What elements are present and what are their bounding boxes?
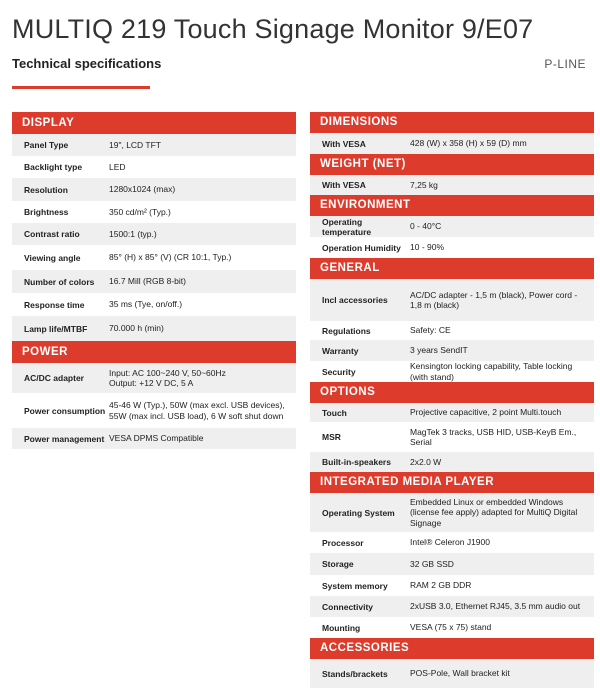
- product-line-label: P-LINE: [544, 57, 586, 71]
- spec-row: [310, 361, 594, 382]
- spec-label: Security: [322, 366, 356, 377]
- spec-value: 32 GB SSD: [410, 558, 454, 569]
- spec-row: [12, 178, 296, 201]
- spec-value: 70.000 h (min): [109, 323, 164, 334]
- spec-label: With VESA: [322, 138, 366, 149]
- spec-row: [310, 216, 594, 237]
- spec-label: Connectivity: [322, 601, 374, 612]
- spec-label: MSR: [322, 432, 341, 442]
- section-header-dimensions: DIMENSIONS: [310, 112, 594, 133]
- spec-label: Storage: [322, 559, 354, 569]
- spec-value: 350 cd/m² (Typ.): [109, 206, 171, 217]
- spec-value: Embedded Linux or embedded Windows (license fee apply) adapted for MultiQ Digital Signage: [410, 497, 578, 528]
- section-header-environment: ENVIRONMENT: [310, 195, 594, 216]
- spec-label: AC/DC adapter: [24, 373, 84, 383]
- spec-label: Viewing angle: [24, 252, 81, 263]
- spec-value: Projective capacitive, 2 point Multi.touch: [410, 407, 562, 418]
- spec-row: [310, 553, 594, 575]
- spec-label: Lamp life/MTBF: [24, 323, 88, 334]
- spec-row: [12, 156, 296, 178]
- spec-value: VESA (75 x 75) stand: [410, 622, 492, 633]
- spec-row: [12, 270, 296, 293]
- section-header-weight-net: WEIGHT (NET): [310, 154, 594, 175]
- spec-row: [310, 403, 594, 422]
- spec-value: Kensington locking capability, Table locking (with stand): [410, 361, 573, 382]
- spec-label: Number of colors: [24, 276, 95, 287]
- spec-value: VESA DPMS Compatible: [109, 433, 204, 444]
- page-title: MULTIQ 219 Touch Signage Monitor 9/E07: [12, 14, 534, 44]
- spec-row: [310, 493, 594, 532]
- header-accent-line: [12, 86, 150, 89]
- spec-label: System memory: [322, 580, 388, 591]
- spec-row: [12, 245, 296, 270]
- section-header-options: OPTIONS: [310, 382, 594, 403]
- spec-row: [310, 279, 594, 321]
- spec-row: [12, 134, 296, 156]
- section-header-power: POWER: [12, 341, 296, 363]
- spec-value: LED: [109, 161, 126, 172]
- spec-value: RAM 2 GB DDR: [410, 580, 472, 591]
- spec-row: [12, 223, 296, 245]
- spec-row: [12, 316, 296, 341]
- spec-value: 10 - 90%: [410, 242, 445, 253]
- spec-value: 0 - 40°C: [410, 221, 442, 232]
- spec-label: Operation Humidity: [322, 242, 401, 253]
- section-header-accessories: ACCESSORIES: [310, 638, 594, 659]
- spec-value: 3 years SendIT: [410, 345, 468, 356]
- spec-label: Contrast ratio: [24, 229, 80, 239]
- spec-row: [310, 340, 594, 361]
- spec-value: Intel® Celeron J1900: [410, 537, 490, 548]
- spec-label: Built-in-speakers: [322, 457, 391, 467]
- left-column: [12, 112, 296, 449]
- spec-label: Stands/brackets: [322, 668, 388, 679]
- spec-value: 16.7 Mill (RGB 8-bit): [109, 276, 186, 287]
- spec-label: Resolution: [24, 184, 68, 195]
- page-subtitle: Technical specifications: [12, 56, 162, 71]
- spec-label: Response time: [24, 299, 85, 310]
- spec-row: [310, 422, 594, 452]
- spec-value: MagTek 3 tracks, USB HID, USB-KeyB Em., Serial: [410, 426, 577, 447]
- spec-row: [12, 293, 296, 316]
- spec-label: Mounting: [322, 622, 361, 633]
- spec-row: [310, 452, 594, 472]
- spec-value: 428 (W) x 358 (H) x 59 (D) mm: [410, 138, 527, 149]
- spec-value: Input: AC 100~240 V, 50~60Hz Output: +12 V DC, 5 A: [109, 367, 226, 388]
- spec-row: [12, 393, 296, 428]
- spec-label: Power management: [24, 433, 105, 444]
- spec-value: 2x2.0 W: [410, 456, 442, 467]
- spec-row: [12, 201, 296, 223]
- section-header-display: DISPLAY: [12, 112, 296, 134]
- spec-label: Power consumption: [24, 405, 106, 416]
- spec-label: Warranty: [322, 345, 359, 356]
- spec-value: POS-Pole, Wall bracket kit: [410, 668, 510, 679]
- spec-value: 85° (H) x 85° (V) (CR 10:1, Typ.): [109, 252, 232, 263]
- spec-row: [310, 659, 594, 688]
- spec-label: Panel Type: [24, 140, 69, 150]
- spec-label: Processor: [322, 537, 364, 548]
- spec-row: [310, 532, 594, 553]
- spec-value: 1280x1024 (max): [109, 184, 176, 195]
- spec-row: [310, 133, 594, 154]
- spec-value: 1500:1 (typ.): [109, 228, 157, 239]
- spec-label: Touch: [322, 407, 347, 418]
- right-column: [310, 112, 594, 688]
- spec-row: [310, 321, 594, 340]
- spec-label: Backlight type: [24, 162, 83, 172]
- section-header-integrated-media-player: INTEGRATED MEDIA PLAYER: [310, 472, 594, 493]
- spec-label: Operating temperature: [322, 216, 372, 237]
- spec-value: 2xUSB 3.0, Ethernet RJ45, 3.5 mm audio out: [410, 601, 581, 612]
- spec-value: Safety: CE: [410, 325, 451, 336]
- section-header-general: GENERAL: [310, 258, 594, 279]
- spec-label: Regulations: [322, 325, 371, 336]
- spec-row: [310, 575, 594, 596]
- spec-row: [310, 617, 594, 638]
- spec-row: [310, 596, 594, 617]
- spec-value: 35 ms (Tye, on/off.): [109, 299, 183, 310]
- spec-row: [12, 363, 296, 393]
- spec-value: 19", LCD TFT: [109, 139, 161, 150]
- spec-label: Incl accessories: [322, 295, 388, 305]
- spec-row: [310, 237, 594, 258]
- spec-value: 45-46 W (Typ.), 50W (max excl. USB devices), 55W (max incl. USB load), 6 W soft shut down: [109, 400, 285, 421]
- spec-label: Operating System: [322, 507, 395, 518]
- spec-label: With VESA: [322, 180, 366, 190]
- spec-row: [12, 428, 296, 449]
- spec-value: 7,25 kg: [410, 179, 438, 190]
- spec-row: [310, 175, 594, 195]
- spec-value: AC/DC adapter - 1,5 m (black), Power cord - 1,8 m (black): [410, 289, 578, 310]
- spec-label: Brightness: [24, 207, 69, 217]
